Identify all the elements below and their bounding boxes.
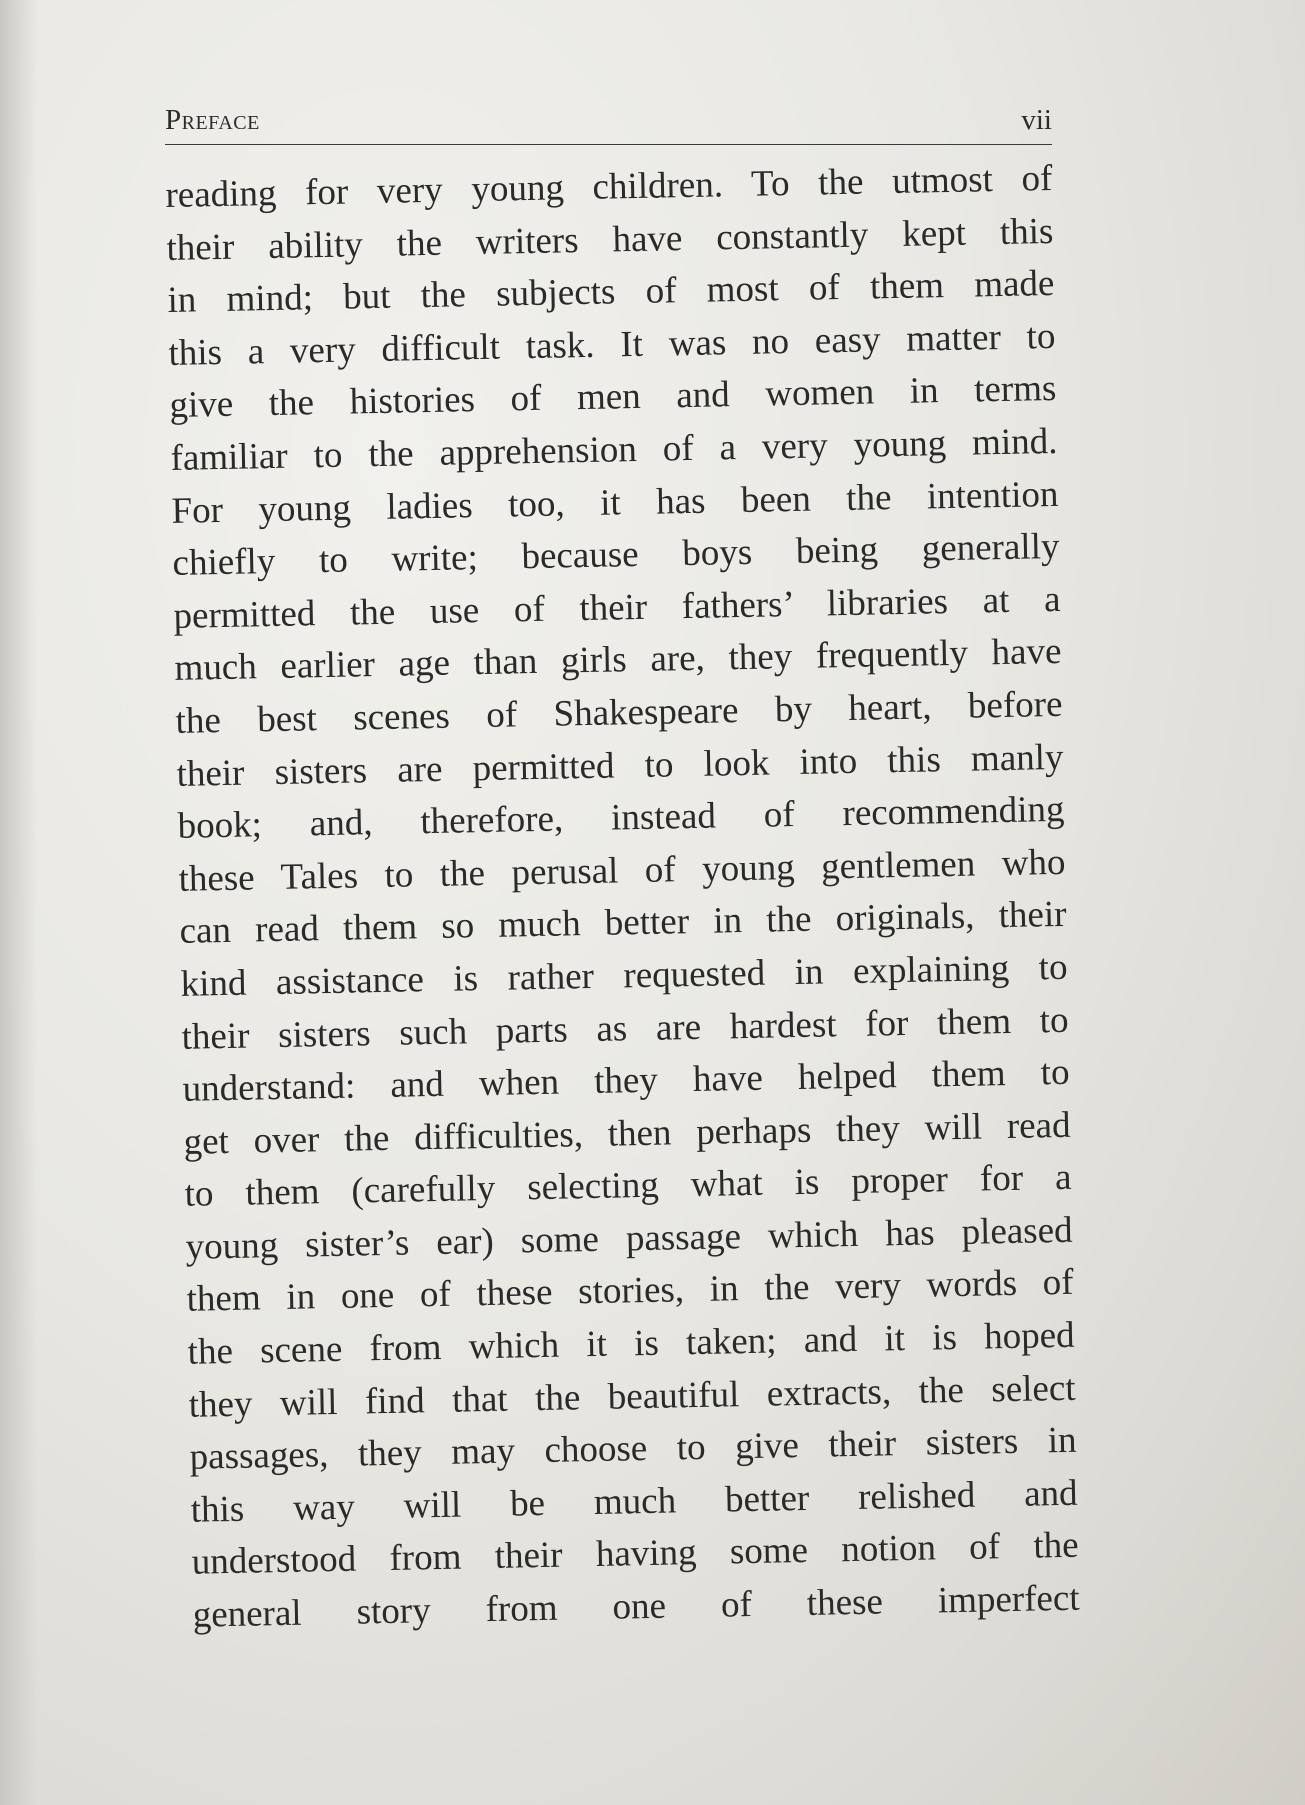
text-line: young sister’s ear) some passage which has pleased [185,1209,1073,1268]
text-line: this way will be much better relished and [190,1472,1078,1531]
text-line: For young ladies too, it has been the intention [171,473,1059,532]
text-line: understood from their having some notion of the [191,1525,1079,1584]
page-edge-shadow [0,0,38,1805]
text-line: familiar to the apprehension of a very young mind. [170,420,1058,479]
text-line: the best scenes of Shakespeare by heart, before [175,683,1063,742]
text-line: general story from one of these imperfect [192,1577,1080,1636]
text-line: their sisters are permitted to look into this manly [176,736,1064,795]
text-line: can read them so much better in the originals, their [179,894,1067,953]
text-line: passages, they may choose to give their sisters in [189,1419,1077,1479]
text-line: this a very difficult task. It was no easy matter to [168,315,1056,374]
text-line: them in one of these stories, in the very words of [186,1262,1074,1321]
text-line: kind assistance is rather requested in explaining to [180,946,1068,1005]
text-line: give the histories of men and women in terms [169,368,1057,427]
text-line: understand: and when they have helped them to [182,1051,1070,1110]
page-number: vii [1021,104,1052,136]
text-line: to them (carefully selecting what is proper for a [184,1157,1072,1216]
text-line: their sisters such parts as are hardest for them to [181,999,1069,1058]
text-line: chiefly to write; because boys being generally [172,526,1060,585]
text-line: these Tales to the perusal of young gentlemen who [178,841,1066,900]
text-line: in mind; but the subjects of most of them made [167,263,1055,322]
text-line: much earlier age than girls are, they frequently have [174,631,1062,690]
text-line: reading for very young children. To the utmost of [165,157,1053,216]
chapter-title: Preface [165,104,260,136]
text-line: the scene from which it is taken; and it is hoped [187,1314,1075,1373]
running-head [165,104,1052,145]
text-line: their ability the writers have constantly kept this [166,210,1054,269]
text-line: they will find that the beautiful extracts, the select [188,1367,1076,1426]
text-line: get over the difficulties, then perhaps they will read [183,1104,1071,1163]
body-text [165,153,1080,1642]
text-line: permitted the use of their fathers’ libraries at a [173,578,1061,637]
text-line: book; and, therefore, instead of recommending [177,788,1065,848]
